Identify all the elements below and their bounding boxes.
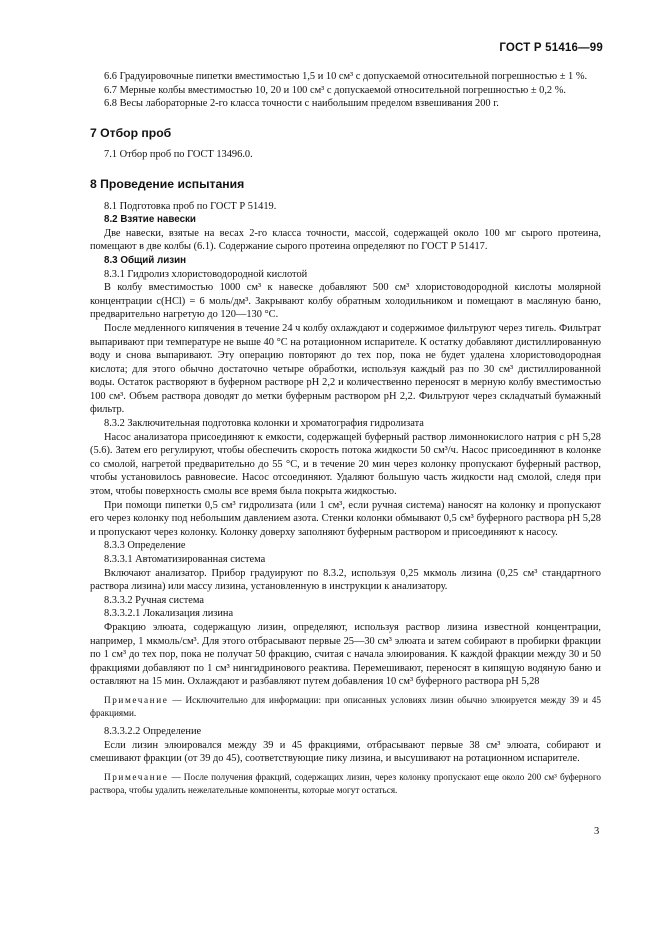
note-2-text: — После получения фракций, содержащих лизин, через колонку пропускают еще около 200 см³ буферного раствора, чтобы удалить нежелательные компоненты, которые могут остаться. bbox=[90, 771, 601, 795]
clause-7-1: 7.1 Отбор проб по ГОСТ 13496.0. bbox=[104, 149, 253, 161]
clause-8-2-text: Две навески, взятые на весах 2-го класса точности, массой, содержащей около 100 мг сырого протеина, помещают в две колбы (6.1). Содержание сырого протеина определяют по ГОСТ Р 51417. bbox=[90, 227, 601, 253]
document-code-header: ГОСТ Р 51416—99 bbox=[499, 42, 603, 54]
clause-8-3-3-2-1-text: Фракцию элюата, содержащую лизин, определяют, используя раствор лизина известной концентрации, например, 1 мкмоль/см³. Для этого отбрасывают первые 25—30 см³ элюата и затем собирают в пробирки фракции по 1 см³ до тех пор, пока не получат 50 фракцию, считая с начала элюирования. К каждой фракции между 30 и 50 фракциями добавляют по 1 см³ нингидринового реактива. Перемешивают, переносят в кипящую водяную баню и оставляют на 15 мин. Охлаждают и разбавляют путем добавления 10 см³ буферного раствора рН 5,28 bbox=[90, 621, 601, 688]
note-2-label: Примечание bbox=[104, 771, 169, 782]
clause-8-3-3-1-heading: 8.3.3.1 Автоматизированная система bbox=[104, 554, 266, 565]
clause-8-3-2-text-b: При помощи пипетки 0,5 см³ гидролизата (или 1 см³, если ручная система) наносят на колонку и пропускают его через колонку под небольшим давлением азота. Стенки колонки обмывают 0,5 см³ буферного раствора рН 5,28 и пропускают через колонку. Колонку доверху заполняют буферным раствором и присоединяют к насосу. bbox=[90, 499, 601, 538]
note-1-text: — Исключительно для информации: при описанных условиях лизин обычно элюируется между 39 и 45 фракциями. bbox=[90, 694, 601, 718]
clause-6-6: 6.6 Градуировочные пипетки вместимостью 1,5 и 10 см³ с допускаемой относительной погрешностью ± 1 %. bbox=[104, 71, 588, 82]
clause-6-7: 6.7 Мерные колбы вместимостью 10, 20 и 100 см³ с допускаемой относительной погрешностью ± 0,2 %. bbox=[104, 84, 566, 96]
clause-8-2-heading: 8.2 Взятие навески bbox=[104, 214, 196, 226]
note-1-label: Примечание bbox=[104, 694, 169, 705]
clause-8-3-2-text-a: Насос анализатора присоединяют к емкости, содержащей буферный раствор лимоннокислого натрия с рН 5,28 (5.6). Затем его регулируют, чтобы обеспечить скорость потока жидкости 50 см³/ч. Насос присоединяют в колонке со смолой, нагретой предварительно до 55 °С, и в течение 20 мин через колонку пропускают буферный раствор, чтобы установилось равновесие. Насос отсоединяют. Удаляют большую часть жидкости над смолой, следя при этом, чтобы поверхность смолы все время была покрыта жидкостью. bbox=[90, 431, 601, 498]
clause-8-3-1-heading: 8.3.1 Гидролиз хлористоводородной кислотой bbox=[104, 268, 308, 280]
clause-8-3-2-heading: 8.3.2 Заключительная подготовка колонки и хроматография гидролизата bbox=[104, 418, 424, 430]
clause-8-3-3-2-heading: 8.3.3.2 Ручная система bbox=[104, 594, 204, 606]
clause-8-3-heading: 8.3 Общий лизин bbox=[104, 254, 187, 266]
page-number: 3 bbox=[594, 826, 600, 837]
section-7-heading: 7 Отбор проб bbox=[90, 125, 172, 140]
clause-8-3-1-text-a: В колбу вместимостью 1000 см³ к навеске добавляют 500 см³ хлористоводородной кислоты молярной концентрации c(HCl) = 6 моль/дм³. Закрывают колбу обратным холодильником и помещают в масляную баню, предварительно нагретую до 120—130 °С. bbox=[90, 282, 601, 321]
note-1 bbox=[90, 694, 601, 720]
clause-8-3-3-heading: 8.3.3 Определение bbox=[104, 540, 186, 552]
clause-8-3-3-2-2-text: Если лизин элюировался между 39 и 45 фракциями, отбрасывают первые 38 см³ элюата, собирают и смешивают фракции (от 39 до 45), соответствующие пику лизина, и высушивают на ротационном испарителе. bbox=[90, 739, 601, 765]
section-8-heading: 8 Проведение испытания bbox=[90, 176, 245, 191]
clause-8-3-3-1-text: Включают анализатор. Прибор градуируют по 8.3.2, используя 0,25 мкмоль лизина (0,25 см³ стандартного раствора лизина) или массу лизина, установленную в инструкции к анализатору. bbox=[90, 567, 601, 593]
clause-8-3-1-text-b: После медленного кипячения в течение 24 ч колбу охлаждают и содержимое фильтруют через тигель. Фильтрат выпаривают при температуре не выше 40 °С на ротационном испарителе. К остатку добавляют дистиллированную воду и снова выпаривают. Эту операцию повторяют до тех пор, пока не будет удалена хлористоводородная кислота; для этого обычно достаточно четыре обработки, используя каждый раз по 30 см³ дистиллированной воды. Остаток растворяют в буферном растворе рН 2,2 и количественно переносят в мерную колбу вместимостью 100 см³. Объем раствора доводят до метки буферным раствором рН 2,2. Фильтруют через складчатый бумажный фильтр. bbox=[90, 322, 601, 416]
note-2 bbox=[90, 771, 601, 797]
clause-8-3-3-2-2-heading: 8.3.3.2.2 Определение bbox=[104, 725, 202, 737]
clause-6-8: 6.8 Весы лабораторные 2-го класса точности с наибольшим пределом взвешивания 200 г. bbox=[104, 98, 499, 110]
clause-8-3-3-2-1-heading: 8.3.3.2.1 Локализация лизина bbox=[104, 608, 234, 620]
document-body bbox=[90, 70, 601, 797]
clause-8-1: 8.1 Подготовка проб по ГОСТ Р 51419. bbox=[104, 200, 277, 212]
